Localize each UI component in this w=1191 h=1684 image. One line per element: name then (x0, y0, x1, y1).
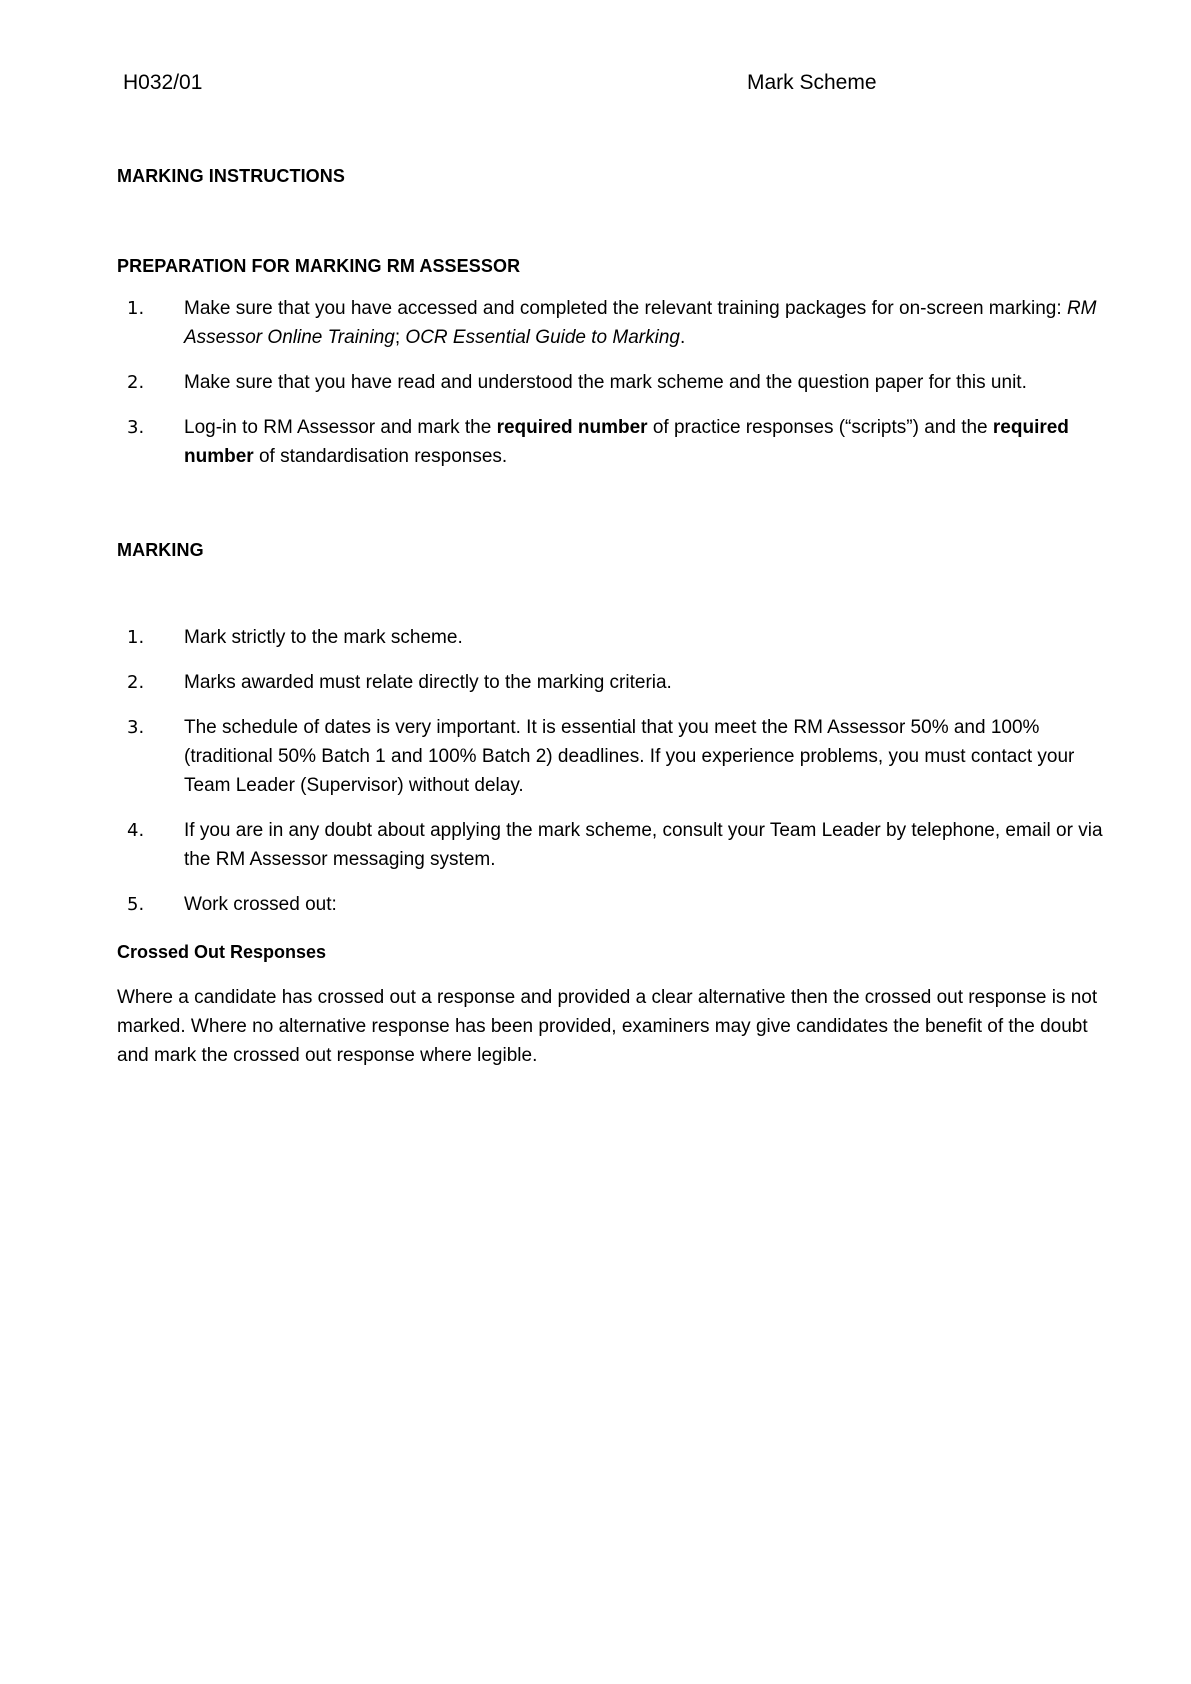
list-number: 1. (127, 627, 145, 648)
item-text: Work crossed out: (184, 894, 337, 915)
preparation-list (117, 294, 1107, 487)
marking-list (117, 623, 1107, 935)
list-number: 5. (127, 894, 145, 915)
item-text: of standardisation responses. (253, 446, 508, 467)
list-number: 2. (127, 372, 145, 393)
item-text: Make sure that you have read and understood the mark scheme and the question paper for this unit. (184, 372, 1027, 393)
item-text: of practice responses (“scripts”) and the (647, 417, 993, 438)
list-number: 3. (127, 417, 145, 438)
item-text: . (679, 327, 686, 348)
preparation-heading: PREPARATION FOR MARKING RM ASSESSOR (117, 256, 521, 276)
crossed-out-heading: Crossed Out Responses (117, 942, 327, 962)
item-text: Marks awarded must relate directly to the marking criteria. (184, 672, 672, 693)
page-header (123, 68, 883, 98)
emphasis: required number (184, 417, 1069, 467)
list-item (117, 816, 1107, 874)
list-item (117, 413, 1107, 471)
list-number: 2. (127, 672, 145, 693)
list-item (117, 713, 1107, 800)
marking-heading: MARKING (117, 540, 204, 560)
crossed-out-paragraph: Where a candidate has crossed out a response and provided a clear alternative then the crossed out response is not marked. Where no alternative response has been provided, examiners may give candidates the benefit of the doubt and mark the crossed out response where legible. (117, 987, 1098, 1066)
list-item (117, 623, 1107, 652)
item-text: Log-in to RM Assessor and mark the (184, 417, 497, 438)
paper-code: H032/01 (123, 71, 203, 94)
guide-title: OCR Essential Guide to Marking (405, 327, 680, 348)
marking-instructions-heading: MARKING INSTRUCTIONS (117, 166, 345, 186)
item-text: The schedule of dates is very important. It is essential that you meet the RM Assessor 50% and 100% (traditional 50% Batch 1 and 100% Batch 2) deadlines. If you experience problems, you must contact your Team Leader (Supervisor) without delay. (184, 717, 1075, 796)
list-item (117, 668, 1107, 697)
item-text: ; (394, 327, 406, 348)
header-title: Mark Scheme (747, 71, 877, 94)
item-text: Make sure that you have accessed and completed the relevant training packages for on-screen marking: (184, 298, 1067, 319)
training-title: RM Assessor Online Training (184, 298, 1097, 348)
list-item (117, 890, 1107, 919)
item-text: Mark strictly to the mark scheme. (184, 627, 463, 648)
list-item (117, 294, 1107, 352)
list-item (117, 368, 1107, 397)
list-number: 1. (127, 298, 145, 319)
item-text: If you are in any doubt about applying the mark scheme, consult your Team Leader by telephone, email or via the RM Assessor messaging system. (184, 820, 1103, 870)
list-number: 3. (127, 717, 145, 738)
list-number: 4. (127, 820, 145, 841)
emphasis: required number (496, 417, 648, 438)
